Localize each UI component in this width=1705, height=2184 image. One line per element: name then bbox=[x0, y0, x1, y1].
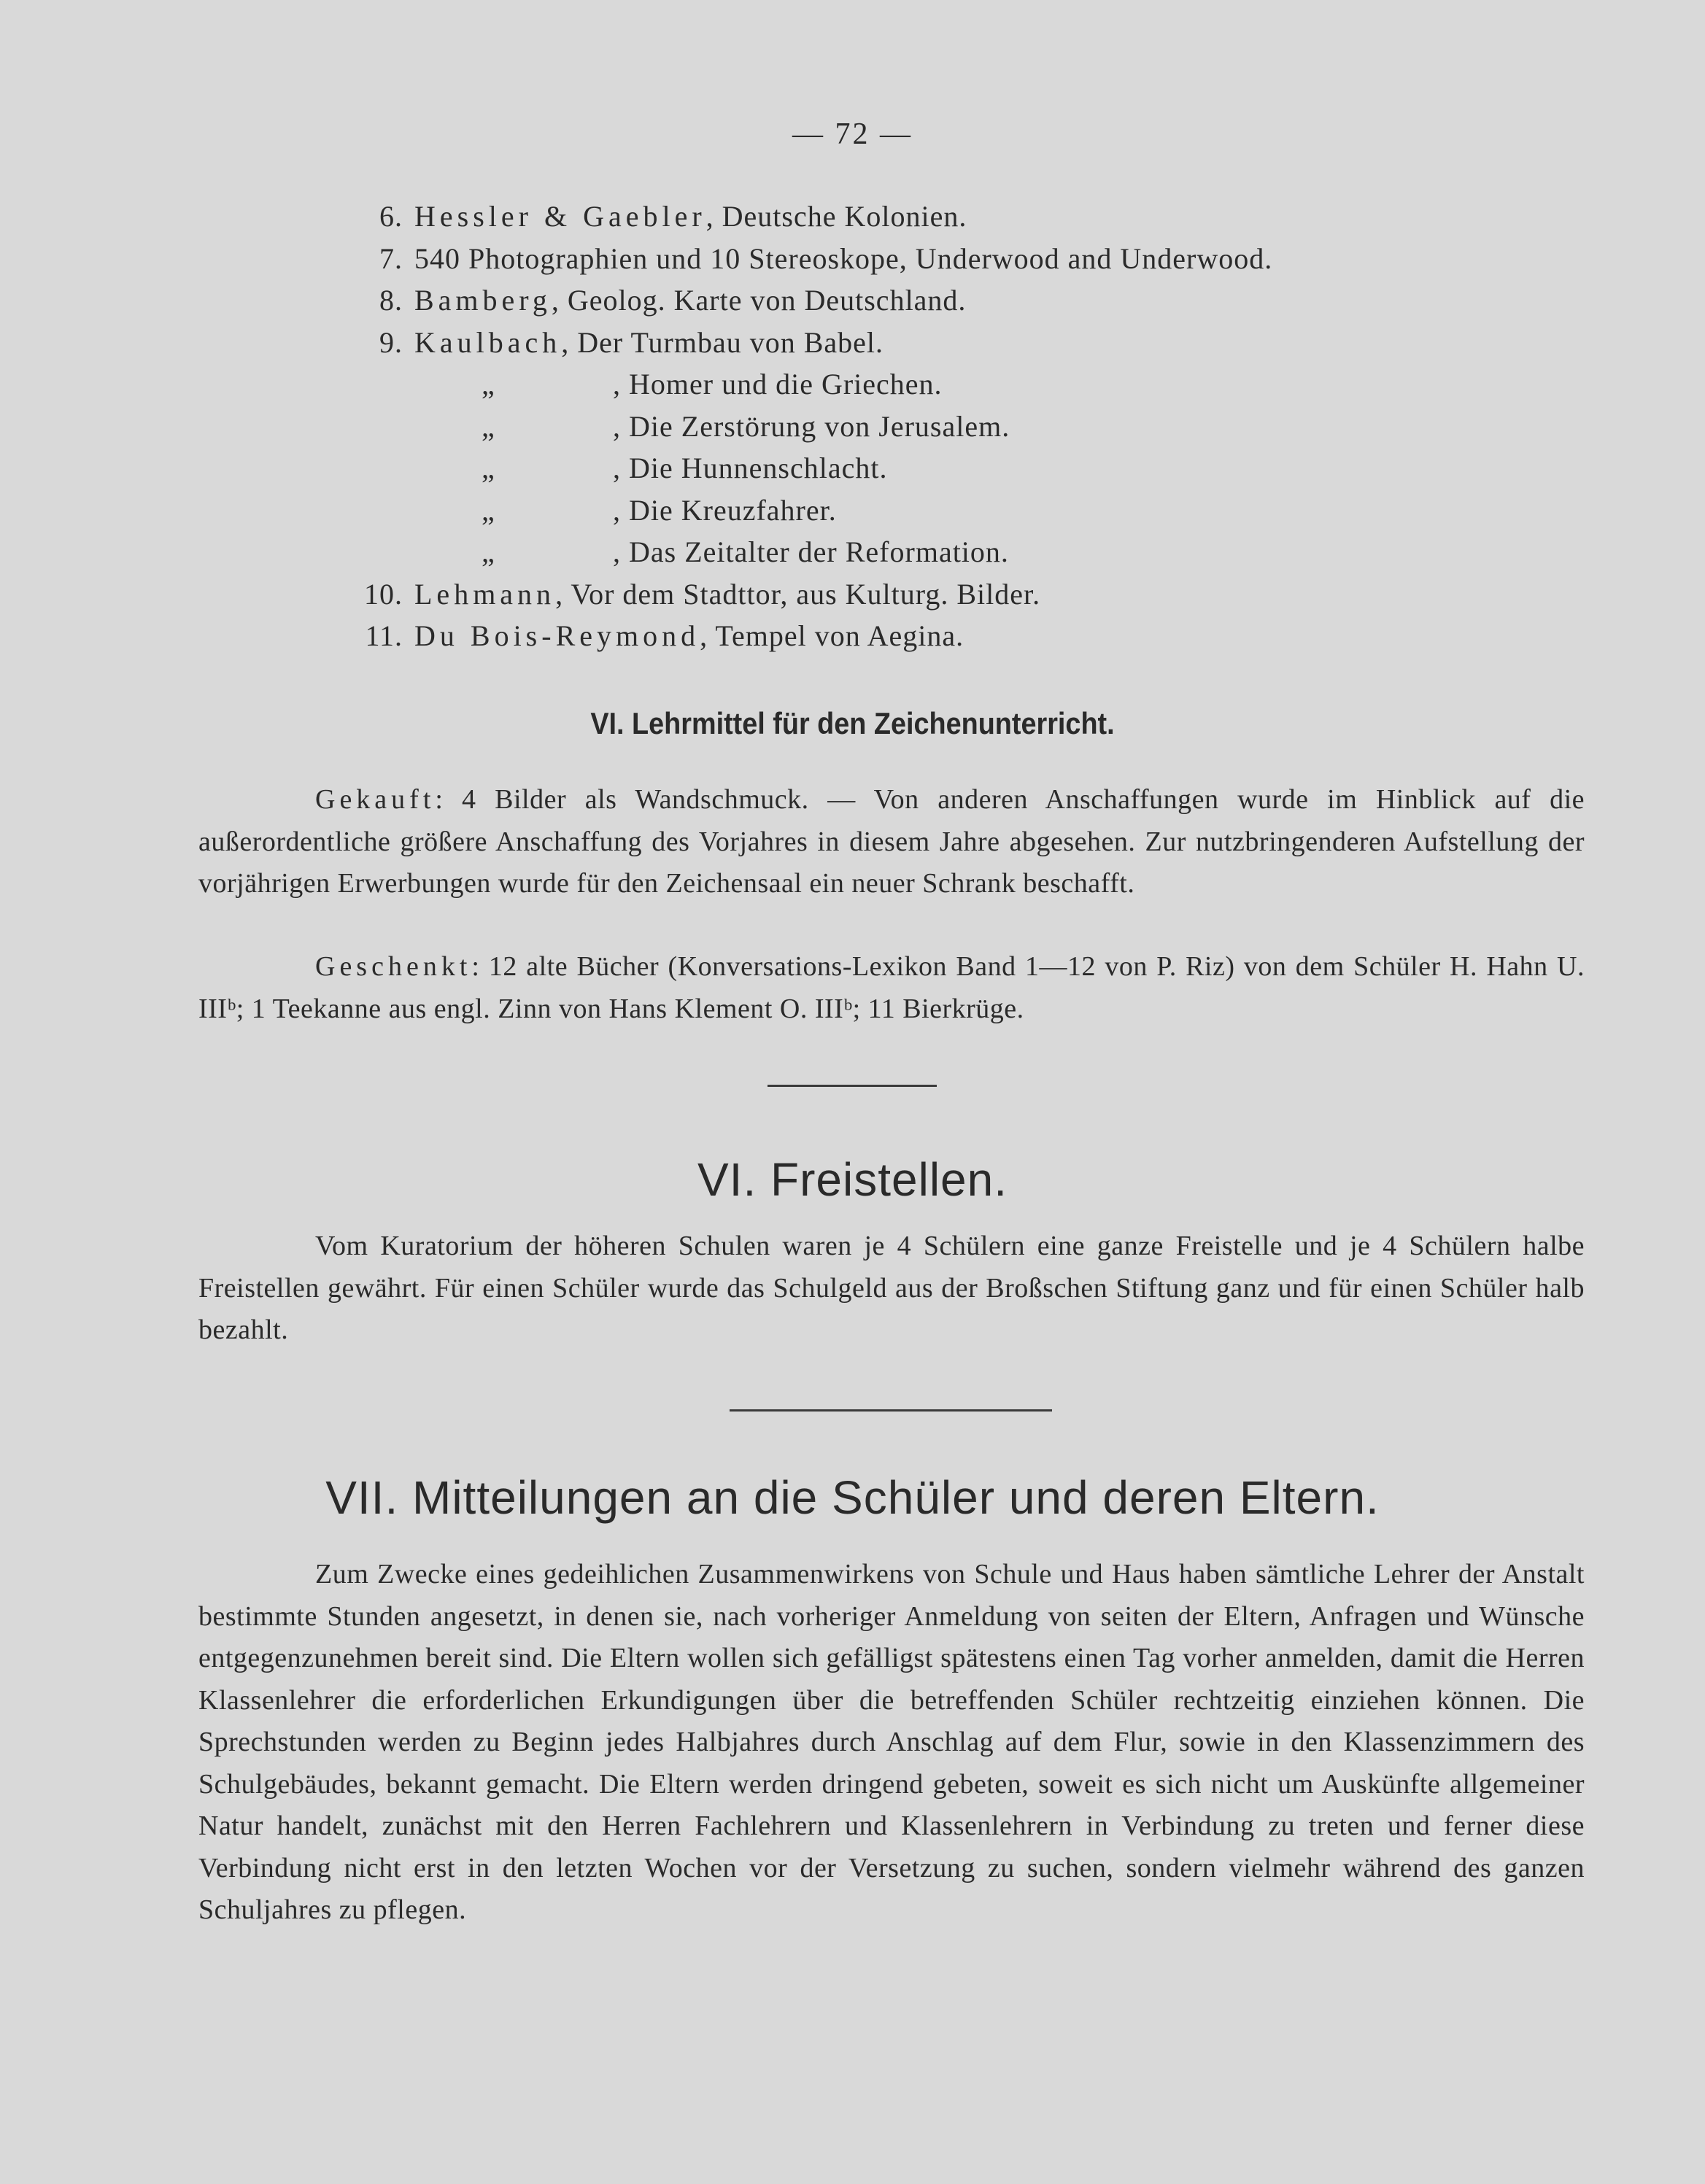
list-item bbox=[328, 615, 1569, 657]
paragraph-label: Gekauft bbox=[315, 784, 436, 815]
list-item-ditto bbox=[328, 406, 1569, 448]
list-title: , Die Kreuzfahrer. bbox=[613, 493, 837, 527]
list-title: , Geolog. Karte von Deutschland. bbox=[551, 284, 967, 317]
paragraph-mitteilungen: Zum Zwecke eines gedeihlichen Zusammenwirkens von Schule und Haus haben sämtliche Lehrer der Anstalt bestimmte Stunden angesetzt, in denen sie, nach vorheriger Anmeldung von seiten der Eltern, Anfragen und Wünsche entgegenzunehmen bereit sind. Die Eltern wollen sich gefälligst spätestens einen Tag vorher anmelden, damit die Herren Klassenlehrer die erforderlichen Erkundigungen über die betreffenden Schüler rechtzeitig einziehen können. Die Sprechstunden werden zu Beginn jedes Halbjahres durch Anschlag auf dem Flur, sowie in den Klassenzimmern des Schulgebäudes, bekannt gemacht. Die Eltern werden dringend gebeten, soweit es sich nicht um Auskünfte allgemeiner Natur handelt, zunächst mit den Herren Fachlehrern und Klassenlehrern in Verbindung zu treten und ferner diese Verbindung nicht erst in den letzten Wochen vor der Versetzung zu suchen, sondern vielmehr während des ganzen Schuljahres zu pflegen. bbox=[198, 1559, 1585, 1925]
ditto-mark: „ bbox=[482, 368, 495, 400]
section-heading-drawing: VI. Lehrmittel für den Zeichenunterricht. bbox=[590, 706, 1115, 740]
paragraph-purchased bbox=[198, 779, 1585, 905]
list-author: Lehmann bbox=[414, 577, 556, 611]
list-title: , Das Zeitalter der Reformation. bbox=[613, 535, 1009, 568]
list-number: 8. bbox=[379, 284, 403, 317]
acquisition-list bbox=[328, 195, 1569, 657]
paragraph-donated bbox=[198, 946, 1585, 1030]
paragraph-freistellen: Vom Kuratorium der höheren Schulen waren je 4 Schülern eine ganze Freistelle und je 4 Schülern halbe Freistellen gewährt. Für einen Schüler wurde das Schulgeld aus der Broßschen Stiftung ganz und für einen Schüler halb bezahlt. bbox=[198, 1231, 1585, 1345]
list-title: , Homer und die Griechen. bbox=[613, 368, 943, 400]
list-item-ditto bbox=[328, 531, 1569, 573]
list-title: , Deutsche Kolonien. bbox=[705, 200, 967, 233]
paragraph-text: : 4 Bilder als Wandschmuck. — Von anderen Anschaffungen wurde im Hinblick auf die außerordentliche größere Anschaffung des Vorjahres in diesem Jahre abgesehen. Zur nutzbringenderen Aufstellung der vorjährigen Erwerbungen wurde für den Zeichensaal ein neuer Schrank beschafft. bbox=[198, 784, 1585, 899]
list-author: Hessler & Gaebler bbox=[414, 200, 706, 233]
list-item bbox=[328, 322, 1569, 364]
list-author: Kaulbach bbox=[414, 325, 562, 359]
list-number: 10. bbox=[364, 577, 403, 611]
list-item-ditto bbox=[328, 447, 1569, 489]
list-title: 540 Photographien und 10 Stereoskope, Underwood and Underwood. bbox=[414, 241, 1273, 275]
list-title: , Der Turmbau von Babel. bbox=[561, 325, 884, 359]
ditto-mark: „ bbox=[482, 535, 495, 568]
list-author: Du Bois-Reymond bbox=[414, 619, 700, 652]
ditto-mark: „ bbox=[482, 452, 495, 484]
ditto-mark: „ bbox=[482, 493, 495, 527]
list-number: 11. bbox=[365, 619, 403, 652]
list-title: , Vor dem Stadttor, aus Kulturg. Bilder. bbox=[555, 577, 1041, 611]
list-item-ditto bbox=[328, 489, 1569, 532]
section-heading-freistellen: VI. Freistellen. bbox=[697, 1153, 1008, 1206]
list-author: Bamberg bbox=[414, 284, 552, 317]
list-title: , Tempel von Aegina. bbox=[700, 619, 964, 652]
page-number: — 72 — bbox=[792, 117, 913, 151]
list-number: 9. bbox=[379, 325, 403, 359]
list-item bbox=[328, 238, 1569, 280]
section-heading-mitteilungen: VII. Mitteilungen an die Schüler und deren Eltern. bbox=[325, 1471, 1380, 1524]
list-title: , Die Hunnenschlacht. bbox=[613, 452, 888, 484]
paragraph-text: : 12 alte Bücher (Konversations-Lexikon Band 1—12 von P. Riz) von dem Schüler H. Hahn U. IIIᵇ; 1 Teekanne aus engl. Zinn von Hans Klement O. IIIᵇ; 11 Bierkrüge. bbox=[198, 951, 1585, 1024]
section-divider bbox=[768, 1085, 937, 1087]
list-item bbox=[328, 279, 1569, 322]
section-divider bbox=[730, 1409, 1052, 1412]
ditto-mark: „ bbox=[482, 409, 495, 443]
list-item bbox=[328, 573, 1569, 616]
list-title: , Die Zerstörung von Jerusalem. bbox=[613, 409, 1010, 443]
list-number: 7. bbox=[379, 241, 403, 275]
list-number: 6. bbox=[379, 200, 403, 233]
list-item-ditto bbox=[328, 363, 1569, 406]
list-item bbox=[328, 195, 1569, 238]
paragraph-label: Geschenkt bbox=[315, 951, 472, 982]
